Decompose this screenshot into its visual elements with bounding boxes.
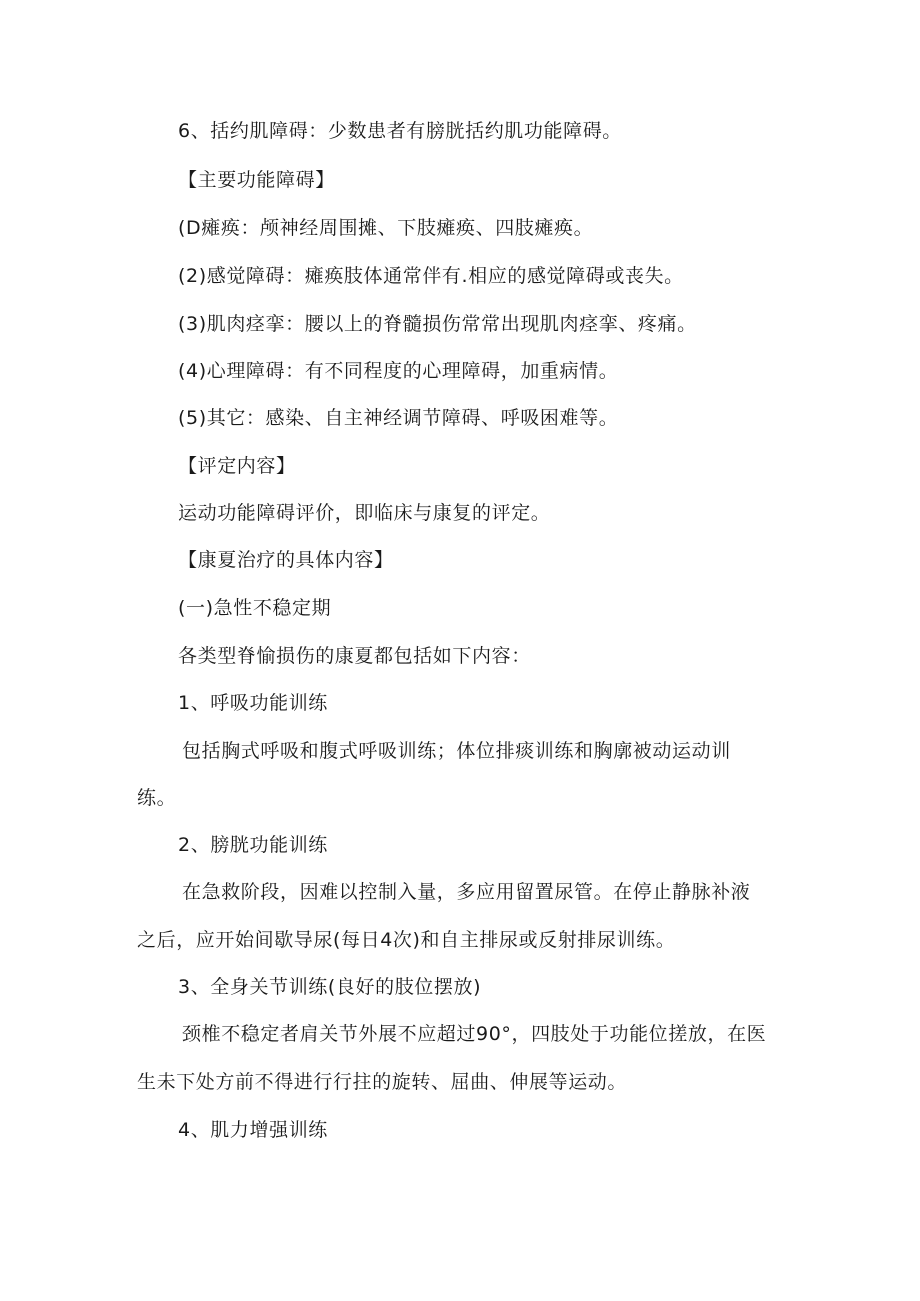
item-heading: 3、全身关节训练(良好的肢位摆放) [178, 976, 482, 998]
paragraph-line: (3)肌肉痉挛：腰以上的脊髓损伤常常出现肌肉痉挛、疼痛。 [178, 313, 697, 335]
paragraph-line: 包括胸式呼吸和腹式呼吸训练；体位排痰训练和胸廓被动运动训 [182, 740, 731, 762]
paragraph-line: 生未下处方前不得进行行拄的旋转、屈曲、伸展等运动。 [137, 1071, 628, 1093]
paragraph-line: 练。 [137, 787, 177, 809]
item-heading: 1、呼吸功能训练 [178, 692, 328, 714]
paragraph-line: (5)其它：感染、自主神经调节障碍、呼吸困难等。 [178, 407, 619, 429]
paragraph-line: 颈椎不稳定者肩关节外展不应超过90°，四肢处于功能位搓放，在医 [182, 1023, 767, 1045]
paragraph-line: 在急救阶段，因难以控制入量，多应用留置尿管。在停止静脉补液 [182, 881, 751, 903]
paragraph-line: 运动功能障碍评价，即临床与康复的评定。 [178, 502, 551, 524]
subsection-heading: (一)急性不稳定期 [178, 597, 332, 619]
item-heading: 2、膀胱功能训练 [178, 834, 328, 856]
paragraph-line: 之后，应开始间歇导尿(每日4次)和自主排尿或反射排尿训练。 [137, 929, 676, 951]
item-heading: 4、肌力增强训练 [178, 1119, 328, 1141]
paragraph-line: 6、括约肌障碍：少数患者有膀胱括约肌功能障碍。 [178, 120, 622, 142]
paragraph-line: (4)心理障碍：有不同程度的心理障碍，加重病情。 [178, 360, 619, 382]
paragraph-line: (D瘫痪：颅神经周围摊、下肢瘫痪、四肢瘫痪。 [178, 217, 594, 239]
paragraph-line: (2)感觉障碍：瘫痪肢体通常伴有.相应的感觉障碍或丧失。 [178, 265, 684, 287]
paragraph-line: 各类型脊愉损伤的康夏都包括如下内容： [178, 645, 531, 667]
section-heading: 【康夏治疗的具体内容】 [178, 549, 394, 571]
section-heading: 【评定内容】 [178, 455, 296, 477]
section-heading: 【主要功能障碍】 [178, 169, 335, 191]
